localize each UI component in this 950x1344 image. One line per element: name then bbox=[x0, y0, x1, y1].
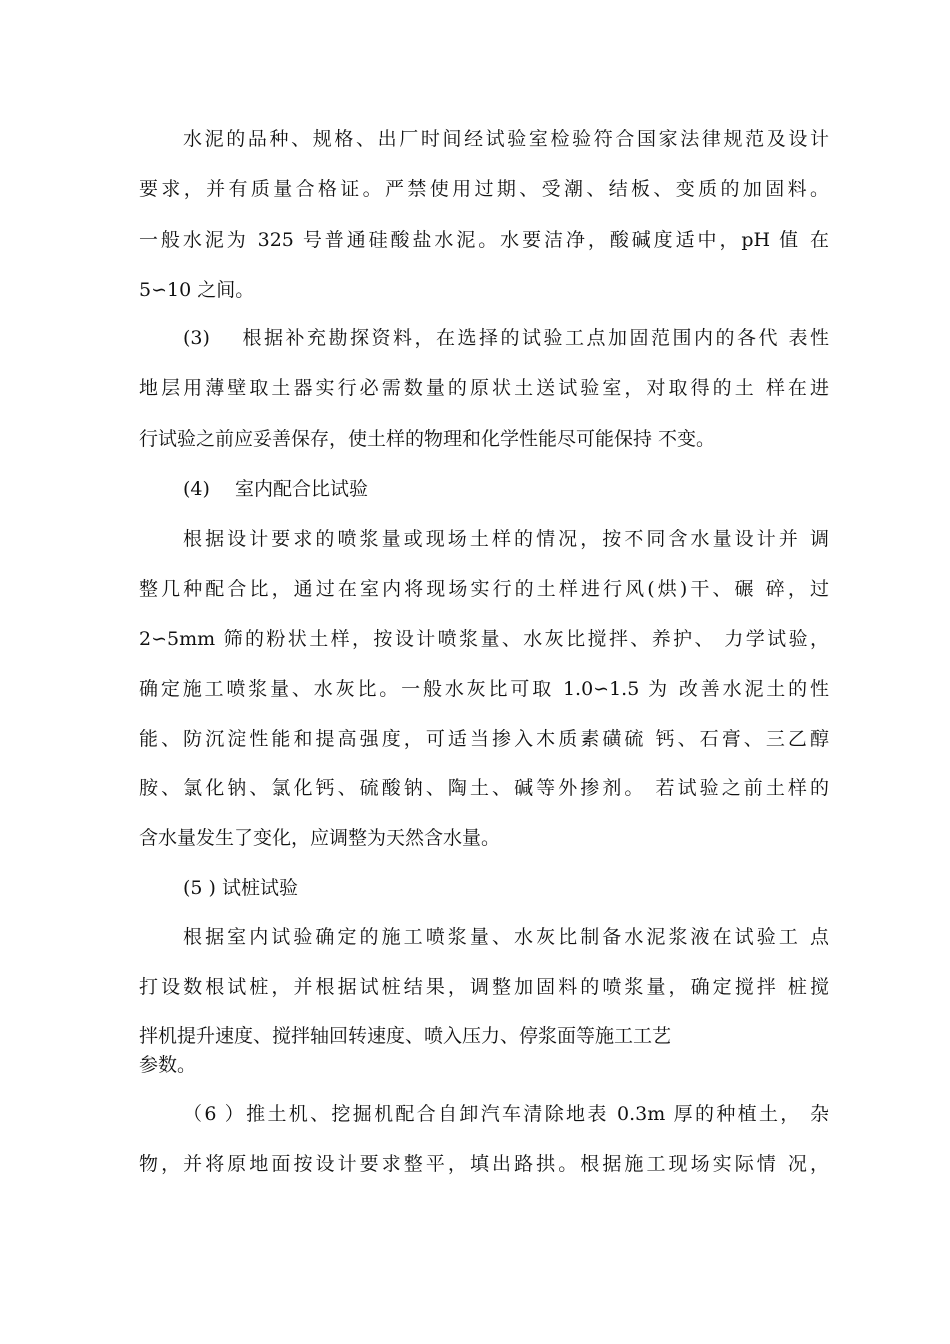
section-heading: (5 ) 试桩试验 bbox=[183, 877, 298, 899]
text-line: 一般水泥为 325 号普通硅酸盐水泥。水要洁净，酸碱度适中，pH 值 在 bbox=[139, 229, 829, 251]
text-line: 水泥的品种、规格、出厂时间经试验室检验符合国家法律规范及设计 bbox=[183, 128, 829, 150]
text-line: 地层用薄壁取土器实行必需数量的原状土送试验室，对取得的土 样在进 bbox=[139, 377, 829, 399]
section-heading: (4) 室内配合比试验 bbox=[183, 478, 368, 500]
text-line: 能、防沉淀性能和提高强度，可适当掺入木质素磺硫 钙、石膏、三乙醇 bbox=[139, 728, 829, 750]
text-line: 打设数根试桩，并根据试桩结果，调整加固料的喷浆量，确定搅拌 桩搅 bbox=[139, 976, 829, 998]
text-line: 胺、氯化钠、氯化钙、硫酸钠、陶土、碱等外掺剂。 若试验之前土样的 bbox=[139, 777, 829, 799]
text-line: 根据室内试验确定的施工喷浆量、水灰比制备水泥浆液在试验工 点 bbox=[183, 926, 829, 948]
text-line: （6 ）推土机、挖掘机配合自卸汽车清除地表 0.3m 厚的种植土， 杂 bbox=[183, 1103, 829, 1125]
text-line: 根据设计要求的喷浆量或现场土样的情况，按不同含水量设计并 调 bbox=[183, 528, 829, 550]
text-line: 含水量发生了变化，应调整为天然含水量。 bbox=[139, 827, 501, 849]
text-line: 确定施工喷浆量、水灰比。一般水灰比可取 1.0∽1.5 为 改善水泥土的性 bbox=[139, 678, 829, 700]
text-line: 物，并将原地面按设计要求整平，填出路拱。根据施工现场实际情 况， bbox=[139, 1153, 829, 1175]
text-line: 5∽10 之间。 bbox=[139, 279, 255, 301]
text-line: (3) 根据补充勘探资料，在选择的试验工点加固范围内的各代 表性 bbox=[183, 327, 829, 349]
text-line: 行试验之前应妥善保存，使土样的物理和化学性能尽可能保持 不变。 bbox=[139, 428, 716, 450]
text-line: 拌机提升速度、搅拌轴回转速度、喷入压力、停浆面等施工工艺 bbox=[139, 1025, 672, 1047]
text-line: 要求，并有质量合格证。严禁使用过期、受潮、结板、变质的加固料。 bbox=[139, 178, 829, 200]
text-line: 整几种配合比，通过在室内将现场实行的土样进行风(烘)干、碾 碎，过 bbox=[139, 578, 829, 600]
text-line: 参数。 bbox=[139, 1054, 197, 1076]
text-line: 2∽5mm 筛的粉状土样，按设计喷浆量、水灰比搅拌、养护、 力学试验， bbox=[139, 628, 829, 650]
